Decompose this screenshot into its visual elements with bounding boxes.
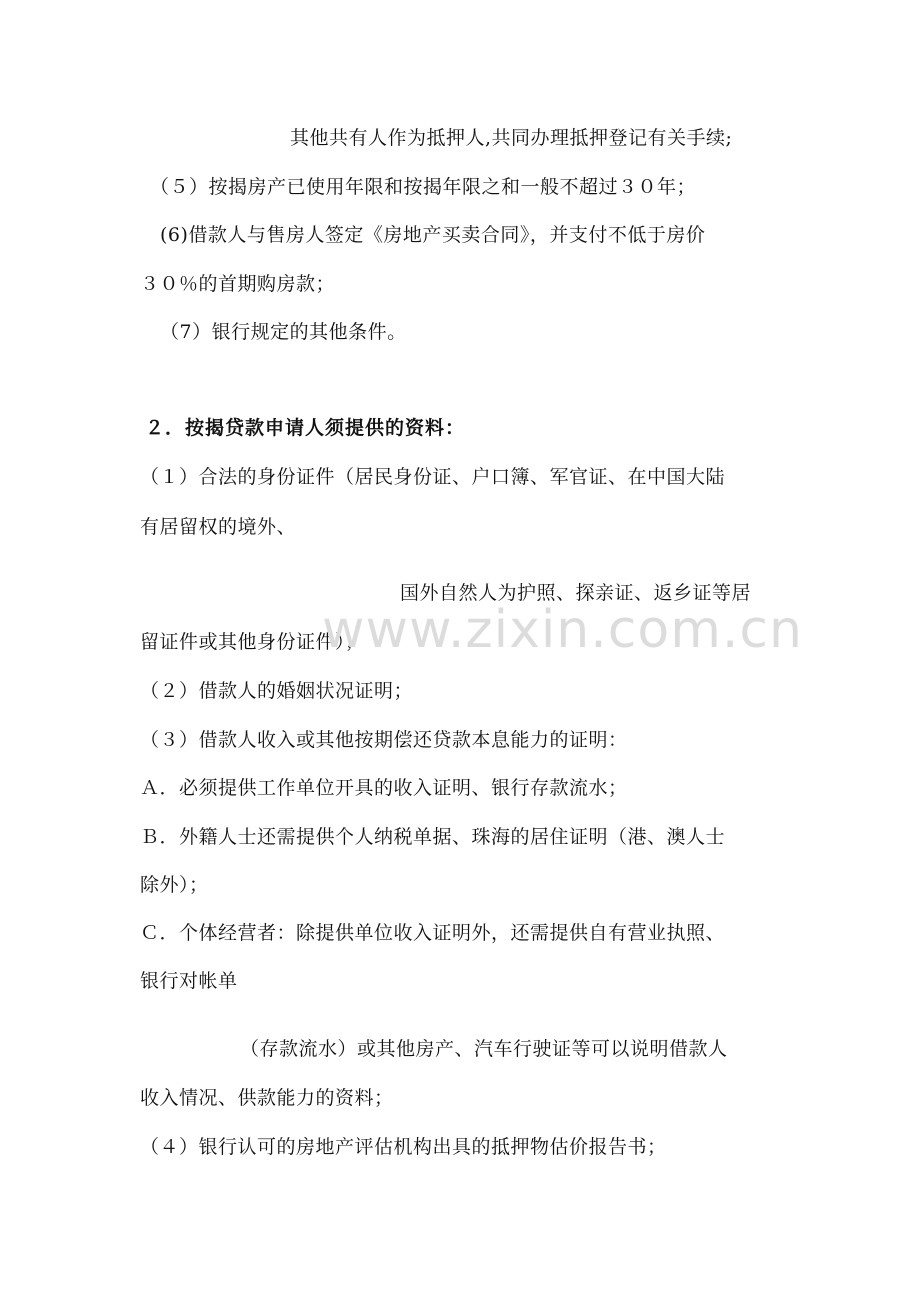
text-line-14: 除外）；	[140, 874, 209, 896]
text-line-18: 收入情况、供款能力的资料；	[140, 1087, 394, 1109]
text-line-6: （１）合法的身份证件（居民身份证、户口簿、军官证、在中国大陆	[140, 466, 726, 488]
watermark: www.zixin.com.cn	[322, 600, 803, 660]
text-line-7: 有居留权的境外、	[140, 516, 297, 538]
text-line-17: （存款流水）或其他房产、汽车行驶证等可以说明借款人	[240, 1038, 728, 1060]
text-line-15: Ｃ．个体经营者：除提供单位收入证明外，还需提供自有营业执照、	[140, 922, 726, 944]
text-line-12: Ａ．必须提供工作单位开具的收入证明、银行存款流水；	[140, 777, 628, 799]
text-line-3: (6)借款人与售房人签定《房地产买卖合同》，并支付不低于房价	[160, 224, 706, 246]
text-line-13: Ｂ．外籍人士还需提供个人纳税单据、珠海的居住证明（港、澳人士	[140, 826, 726, 848]
text-line-5: （7）银行规定的其他条件。	[160, 321, 407, 343]
text-line-4: ３０％的首期购房款；	[140, 273, 336, 295]
text-line-10: （２）借款人的婚姻状况证明；	[140, 680, 414, 702]
text-line-1: 其他共有人作为抵押人,共同办理抵押登记有关手续;	[290, 127, 733, 149]
text-line-16: 银行对帐单	[140, 970, 238, 992]
text-line-2: （５）按揭房产已使用年限和按揭年限之和一般不超过３０年；	[150, 176, 697, 198]
text-line-11: （３）借款人收入或其他按期偿还贷款本息能力的证明：	[140, 729, 628, 751]
text-line-19: （４）银行认可的房地产评估机构出具的抵押物估价报告书；	[140, 1136, 667, 1158]
text-line-8: 国外自然人为护照、探亲证、返乡证等居	[400, 582, 752, 604]
section-heading-2: ２．按揭贷款申请人须提供的资料：	[145, 417, 466, 439]
text-line-9: 留证件或其他身份证件）；	[140, 631, 365, 653]
